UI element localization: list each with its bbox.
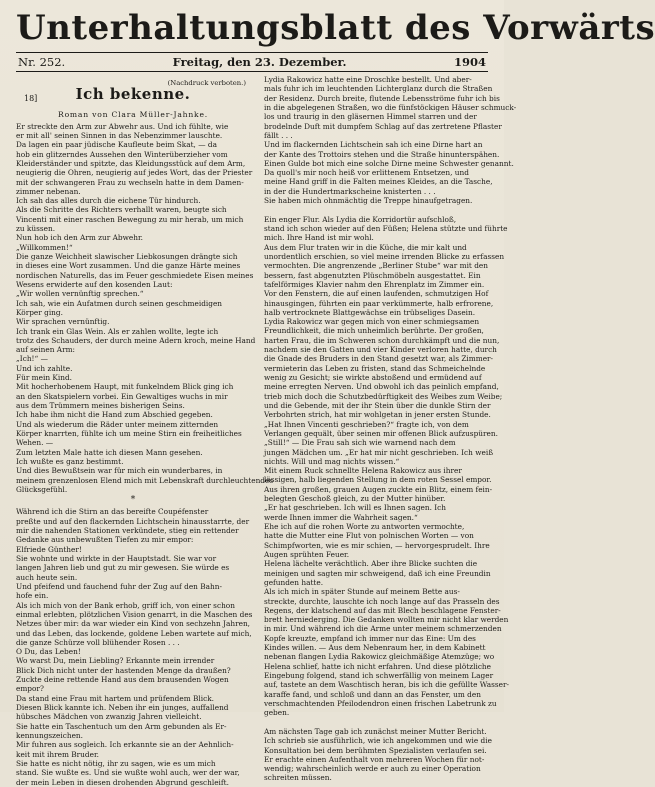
text-line: Einen Gulde bot mich eine solche Dirne meine Schwester genannt. — [264, 158, 514, 168]
text-line: Glücksgefühl. — [16, 484, 68, 494]
text-line: Wehen. — — [16, 438, 54, 448]
text-line: fällt . . . — [264, 130, 293, 140]
text-line: Mit einem Ruck schnellte Helena Rakowicz aus ihrer — [264, 466, 462, 476]
text-line: meinigen und sagten mir schweigend, daß ich eine Freundin — [264, 568, 491, 578]
text-line: gefunden hatte. — [264, 577, 324, 587]
text-line: trieb mich doch die Schutzbedürftigkeit des Weibes zum Weibe; — [264, 391, 503, 401]
text-line: und das Leben, das lockende, goldene Leben wartete auf mich, — [16, 628, 252, 638]
issue-number: Nr. 252. — [18, 55, 66, 69]
text-line: Nun hob ich den Arm zur Abwehr. — [16, 233, 144, 243]
text-line: Während ich die Stirn an das bereifte Coupéfenster — [16, 507, 209, 517]
text-line: „Er hat geschrieben. Ich will es Ihnen sagen. Ich — [264, 503, 447, 513]
text-line: Ich sah, wie ein Aufatmen durch seinen geschmeidigen — [16, 298, 223, 308]
text-line: Wesens erwiderte auf den kosenden Laut: — [16, 279, 173, 289]
text-line: Helena schlief, hatte ich nicht erfahren. Und diese plötzliche — [264, 661, 492, 671]
text-line: kennungszeichen. — [16, 730, 84, 740]
text-line: keit mit ihrem Bruder. — [16, 749, 99, 759]
text-line: Ehe ich auf die rohen Worte zu antworten vermochte, — [264, 522, 465, 531]
text-line: Zuckte deine rettende Hand aus dem brausenden Wogen — [16, 675, 229, 685]
text-line: Ich trank ein Glas Wein. Als er zahlen wollte, legte ich — [16, 326, 219, 336]
text-line: werde Ihnen immer die Wahrheit sagen.“ — [264, 512, 418, 522]
text-line: Als ich mich von der Bank erhob, griff ich, von einer schon — [16, 600, 235, 610]
text-line: zimmer nebenan. — [16, 186, 81, 196]
text-line: hob ein glitzerndes Aussehen den Winterüberzieher vom — [16, 149, 228, 159]
text-line: nachdem sie den Gatten und vier Kinder verloren hatte, durch — [264, 345, 497, 355]
text-line: hatte die Mutter eine Flut von polnischen Worten — von — [264, 531, 474, 541]
text-line: Aus dem Flur traten wir in die Küche, die mir kalt und — [264, 242, 467, 252]
text-line: Ich habe ihm nicht die Hand zum Abschied gegeben. — [16, 410, 213, 420]
text-line: Verlangen gequält, über seinen mir offenen Blick aufzuspüren. — [264, 428, 498, 438]
text-line: Wo warst Du, mein Liebling? Erkannte mein irrender — [16, 656, 215, 666]
text-line: in dieses eine Wort zusammen. Und die ganze Härte meines — [16, 261, 241, 271]
text-line: langen Jahren lieb und gut zu mir gewesen. Sie würde es — [16, 563, 230, 573]
text-line: neugierig die Ohren, neugierig auf jedes Wort, das der Priester — [16, 168, 253, 178]
text-line: los und traurig in den gläsernen Himmel starren und der — [264, 112, 477, 122]
text-line: er mit all' seinen Sinnen in das Nebenzimmer lauschte. — [16, 130, 223, 140]
text-line: Wir sprachen vernünftig. — [16, 317, 110, 327]
text-line: Kindes willen. — Aus dem Nebenraum her, in dem Kabinett — [264, 643, 486, 653]
text-line: Als die Schritte des Richters verhallt waren, beugte sich — [16, 205, 227, 215]
text-line: mich. Ihre Hand ist mir wohl. — [264, 233, 374, 243]
text-line: Konsultation bei dem berühmten Spezialisten verlaufen sei. — [264, 745, 487, 755]
text-line: Blick Dich nicht unter der hastenden Menge da draußen? — [16, 665, 231, 675]
section-break: * — [130, 495, 136, 506]
text-line: Und im flackernden Lichtschein sah ich eine Dirne hart an — [264, 140, 483, 150]
text-line: Ein enger Flur. Als Lydia die Korridortür aufschloß, — [264, 214, 457, 224]
text-line: meine Hand griff in die Falten meines Kleides, an die Tasche, — [264, 177, 493, 187]
text-line: meine erregten Nerven. Und obwohl ich das peinlich empfand, — [264, 382, 499, 392]
text-line: „Still!“ — Die Frau sah sich wie warnend nach dem — [264, 438, 456, 448]
text-line: Lydia Rakowicz hatte eine Droschke bestellt. Und aber- — [264, 75, 472, 84]
text-line: Da quoll's mir noch heiß vor erlittenem Entsetzen, und — [264, 168, 469, 178]
text-line: „Ich!“ — — [16, 354, 48, 364]
text-line: mit der schwangeren Frau zu wechseln hatte in dem Damen- — [16, 177, 244, 187]
text-line: die ganze Schürze voll blühender Rosen . . . — [16, 637, 180, 647]
text-line: Kleiderständer und spitzte, das Kleidungsstück auf dem Arm, — [16, 158, 246, 168]
text-line: Schimpfworten, wie es mir schien, — hervorgesprudelt. Ihre — [264, 540, 490, 550]
text-line: nebenan flangen Lydia Rakowicz gleichmäßige Atemzüge; wo — [264, 652, 495, 662]
text-line: stand ich schon wieder auf den Füßen; Helena stützte und führte — [264, 224, 508, 233]
reprint-notice: (Nachdruck verboten.) — [167, 79, 246, 87]
text-line: an den Skatspielern vorbei. Ein Gewaltiges wuchs in mir — [16, 391, 228, 401]
text-line: Als ich mich in später Stunde auf meinem Bette aus- — [264, 587, 460, 597]
text-line: wendig; wahrscheinlich werde er auch zu einer Operation — [264, 764, 481, 774]
text-line: auf seinen Arm: — [16, 345, 76, 355]
story-title: Ich bekenne. — [75, 85, 191, 104]
text-line: stand. Sie wußte es. Und sie wußte wohl auch, wer der war, — [16, 768, 240, 778]
text-line: mir die nahenden Stationen verkündete, stieg ein rettender — [16, 526, 239, 536]
text-line: der Residenz. Durch breite, flutende Lebensströme fuhr ich bis — [264, 93, 500, 103]
text-line: Eingebung folgend, stand ich schwerfällig von meinem Lager — [264, 671, 494, 680]
issue-date: Freitag, den 23. Dezember. — [172, 55, 347, 69]
text-line: jungen Mädchen um. „Er hat mir nicht geschrieben. Ich weiß — [264, 447, 494, 457]
text-line: Gedanke aus unbewußten Tiefen zu mir empor: — [16, 535, 194, 545]
text-line: Mit hocherhobenem Haupt, mit funkelndem Blick ging ich — [16, 382, 234, 392]
text-line: auf, tastete an dem Waschtisch heran, bis ich die gefüllte Wasser- — [264, 680, 509, 690]
text-line: vermieterin das Leben zu fristen, stand das Schmeichelnde — [264, 363, 486, 373]
text-line: nordischen Naturells, das im Feuer geschmiedete Eisen meines — [16, 270, 254, 280]
text-line — [264, 718, 498, 727]
text-line: Sie wohnte und wirkte in der Hauptstadt. Sie war vor — [16, 554, 217, 563]
text-line: Netzes über mir: da war wieder ein Kind von sechzehn Jahren, — [16, 619, 251, 629]
columns — [16, 75, 517, 787]
text-line: brett herniederging. Die Gedanken wollten mir nicht klar werden — [264, 615, 509, 625]
text-line: halb vertrocknete Blattgewächse ein trübseliges Dasein. — [264, 307, 476, 317]
text-line: in der die Hundertmarkscheine knisterten . . . — [264, 186, 436, 196]
text-line: Diesen Blick kannte ich. Neben ihr ein junges, auffallend — [16, 703, 229, 712]
text-line: mals fuhr ich im leuchtenden Lichterglanz durch die Straßen — [264, 84, 493, 94]
text-line: hübsches Mädchen von zwanzig Jahren vielleicht. — [16, 712, 202, 722]
text-line: Helena lächelte verächtlich. Aber ihre Blicke suchten die — [264, 559, 478, 569]
text-line: Augen sprühten Feuer. — [264, 549, 350, 559]
text-line: Regens, der klatschend auf das mit Blech beschlagene Fenster- — [264, 605, 501, 615]
text-line: Sie hatte ein Taschentuch um den Arm gebunden als Er- — [16, 721, 227, 731]
text-line: geben. — [264, 708, 290, 718]
text-line: brodelnde Duft mit dumpfem Schlag auf das zertretene Pflaster — [264, 121, 502, 131]
story-subtitle: Roman von Clara Müller-Jahnke. — [58, 110, 208, 120]
text-line: unordentlich erschien, so viel meine irrenden Blicke zu erfassen — [264, 251, 505, 261]
text-line: Lydia Rakowicz war gegen mich von einer schmiegsamen — [264, 317, 480, 327]
text-line: Ich sah das alles durch die eichene Tür hindurch. — [16, 196, 201, 206]
left-text-block-1 — [16, 121, 274, 495]
text-line: trotz des Schauders, der durch meine Adern kroch, meine Hand — [16, 335, 256, 345]
text-line: in mir. Und während ich die Arme unter meinem schmerzenden — [264, 624, 502, 634]
text-line: Verbohrten strich, hat mir wohlgetan in jener ersten Stunde. — [264, 410, 491, 420]
text-line: Für mein Kind. — [16, 373, 72, 383]
text-line: vermochten. Die angrenzende „Berliner Stube“ war mit den — [264, 261, 488, 271]
text-line: Sie hatte es nicht nötig, ihr zu sagen, wie es um mich — [16, 758, 216, 768]
text-line: tafelförmiges Klavier nahm den Ehrenplatz im Zimmer ein. — [264, 279, 485, 289]
text-line: lässigen, halb liegenden Stellung in dem roten Sessel empor. — [264, 475, 492, 485]
text-line: verschmachtenden Pfeilodendron einen frischen Labetrunk zu — [264, 698, 497, 708]
text-line: Elfriede Günther! — [16, 544, 82, 554]
text-line: Zum letzten Male hatte ich diesen Mann gesehen. — [16, 447, 203, 457]
text-line: aus dem Trümmern meines bisherigen Seins. — [16, 401, 185, 410]
text-line: Da stand eine Frau mit hartem und prüfendem Blick. — [16, 693, 214, 703]
text-line: einmal erlebten, plötzlichen Vision genarrt, in die Maschen des — [16, 609, 253, 619]
text-line: Körper knarrten, fühlte ich um meine Stirn ein freiheitliches — [16, 428, 242, 438]
text-line: wenig zu Gesicht; sie wirkte abstoßend und ermüdend auf — [264, 373, 482, 382]
text-line: Vor den Fenstern, die auf einen laufenden, schmutzigen Hof — [264, 289, 489, 299]
text-line — [264, 205, 498, 214]
text-line: harten Frau, die im Schweren schon durchkämpft und die nun, — [264, 335, 500, 345]
text-line: Mir fuhren aus sogleich. Ich erkannte sie an der Aehnlich- — [16, 740, 234, 750]
text-line: zu küssen. — [16, 224, 56, 234]
text-line: Kopfe kreuzte, empfand ich immer nur das Eine: Um des — [264, 633, 476, 643]
text-line: die Gnade des Bruders in den Stand gesetzt war, als Zimmer- — [264, 354, 494, 364]
text-line: Ich wußte es ganz bestimmt. — [16, 456, 124, 466]
text-line: Und pfeifend und fauchend fuhr der Zug auf den Bahn- — [16, 581, 222, 591]
text-line: Aus ihren großen, grauen Augen zuckte ein Blitz, einem fein- — [264, 484, 493, 494]
left-text-block-2 — [16, 507, 253, 787]
installment-number: 18] — [24, 94, 38, 104]
text-line: Ich schrieb sie ausführlich, wie ich angekommen und wie die — [264, 736, 492, 746]
text-line: Er erachte einen Aufenthalt von mehreren Wochen für not- — [264, 754, 485, 764]
text-line: meinem grenzenlosen Elend mich mit Lebenskraft durchleuchtendes — [16, 475, 274, 485]
text-line: Körper ging. — [16, 307, 63, 317]
text-line: „Wir wollen vernünftig sprechen.“ — [16, 289, 144, 299]
text-line: Freundlichkeit, die mich unheimlich berührte. Der großen, — [264, 326, 484, 336]
right-column — [261, 75, 517, 783]
text-line: der Kante des Trottoirs stehen und die Straße hinunterspähen. — [264, 149, 500, 159]
text-line: streckte, durchte, lauschte ich noch lange auf das Prasseln des — [264, 596, 500, 606]
right-text-block — [264, 75, 517, 783]
text-line: preßte und auf den flackernden Lichtschein hinausstarrte, der — [16, 516, 250, 526]
text-line: empor? — [16, 684, 44, 694]
text-line: belegten Geschoß gleich, zu der Mutter hinüber. — [264, 494, 446, 504]
text-line: Sie haben mich ohnmächtig die Treppe hinaufgetragen. — [264, 196, 473, 206]
text-line: schreiten müssen. — [264, 773, 332, 783]
text-line: „Hat Ihnen Vincenti geschrieben?“ fragte ich, von dem — [264, 419, 469, 429]
text-line: Er streckte den Arm zur Abwehr aus. Und ich fühlte, wie — [16, 121, 229, 131]
issue-year: 1904 — [453, 55, 486, 69]
text-line: bessern, fast abgenutzten Plüschmöbeln ausgestattet. Ein — [264, 270, 481, 280]
text-line: der mein Leben in diesen drohenden Abgrund geschleift. — [16, 777, 229, 787]
text-line: hinausgingen, führten ein paar verkümmerte, halb erfrorene, — [264, 298, 494, 308]
text-line: Am nächsten Tage gab ich zunächst meiner Mutter Bericht. — [264, 726, 487, 736]
text-line: Und dies Bewußtsein war für mich ein wunderbares, in — [16, 466, 223, 476]
masthead: Unterhaltungsblatt des Vorwärts — [16, 8, 655, 48]
text-line: nichts. Will und mag nichts wissen.“ — [264, 456, 400, 466]
text-line: und die Gebende, mit der ihr Stein über die dunkle Stirn der — [264, 400, 491, 410]
issue-line — [16, 52, 488, 72]
left-column — [16, 75, 274, 787]
text-line: auch heute sein. — [16, 572, 78, 582]
text-line: Da lagen ein paar jüdische Kaufleute beim Skat, — da — [16, 140, 217, 150]
text-line: Die ganze Weichheit slawischer Liebkosungen drängte sich — [16, 252, 238, 261]
text-line: O Du, das Leben! — [16, 647, 81, 657]
text-line: hofe ein. — [16, 591, 49, 601]
text-line: Und als wiederum die Räder unter meinem zitternden — [16, 419, 219, 429]
text-line: „Willkommen!“ — [16, 242, 73, 252]
text-line: Und ich zahlte. — [16, 363, 73, 373]
text-line: karaffe fand, und schloß und dann an das Fenster, um den — [264, 689, 481, 699]
story-header — [16, 85, 250, 110]
text-line: in die abgelegenen Straßen, wo die fünfstöckigen Häuser schmuck- — [264, 102, 517, 112]
text-line: Vincenti mit einer raschen Bewegung zu mir herab, um mich — [16, 214, 244, 224]
